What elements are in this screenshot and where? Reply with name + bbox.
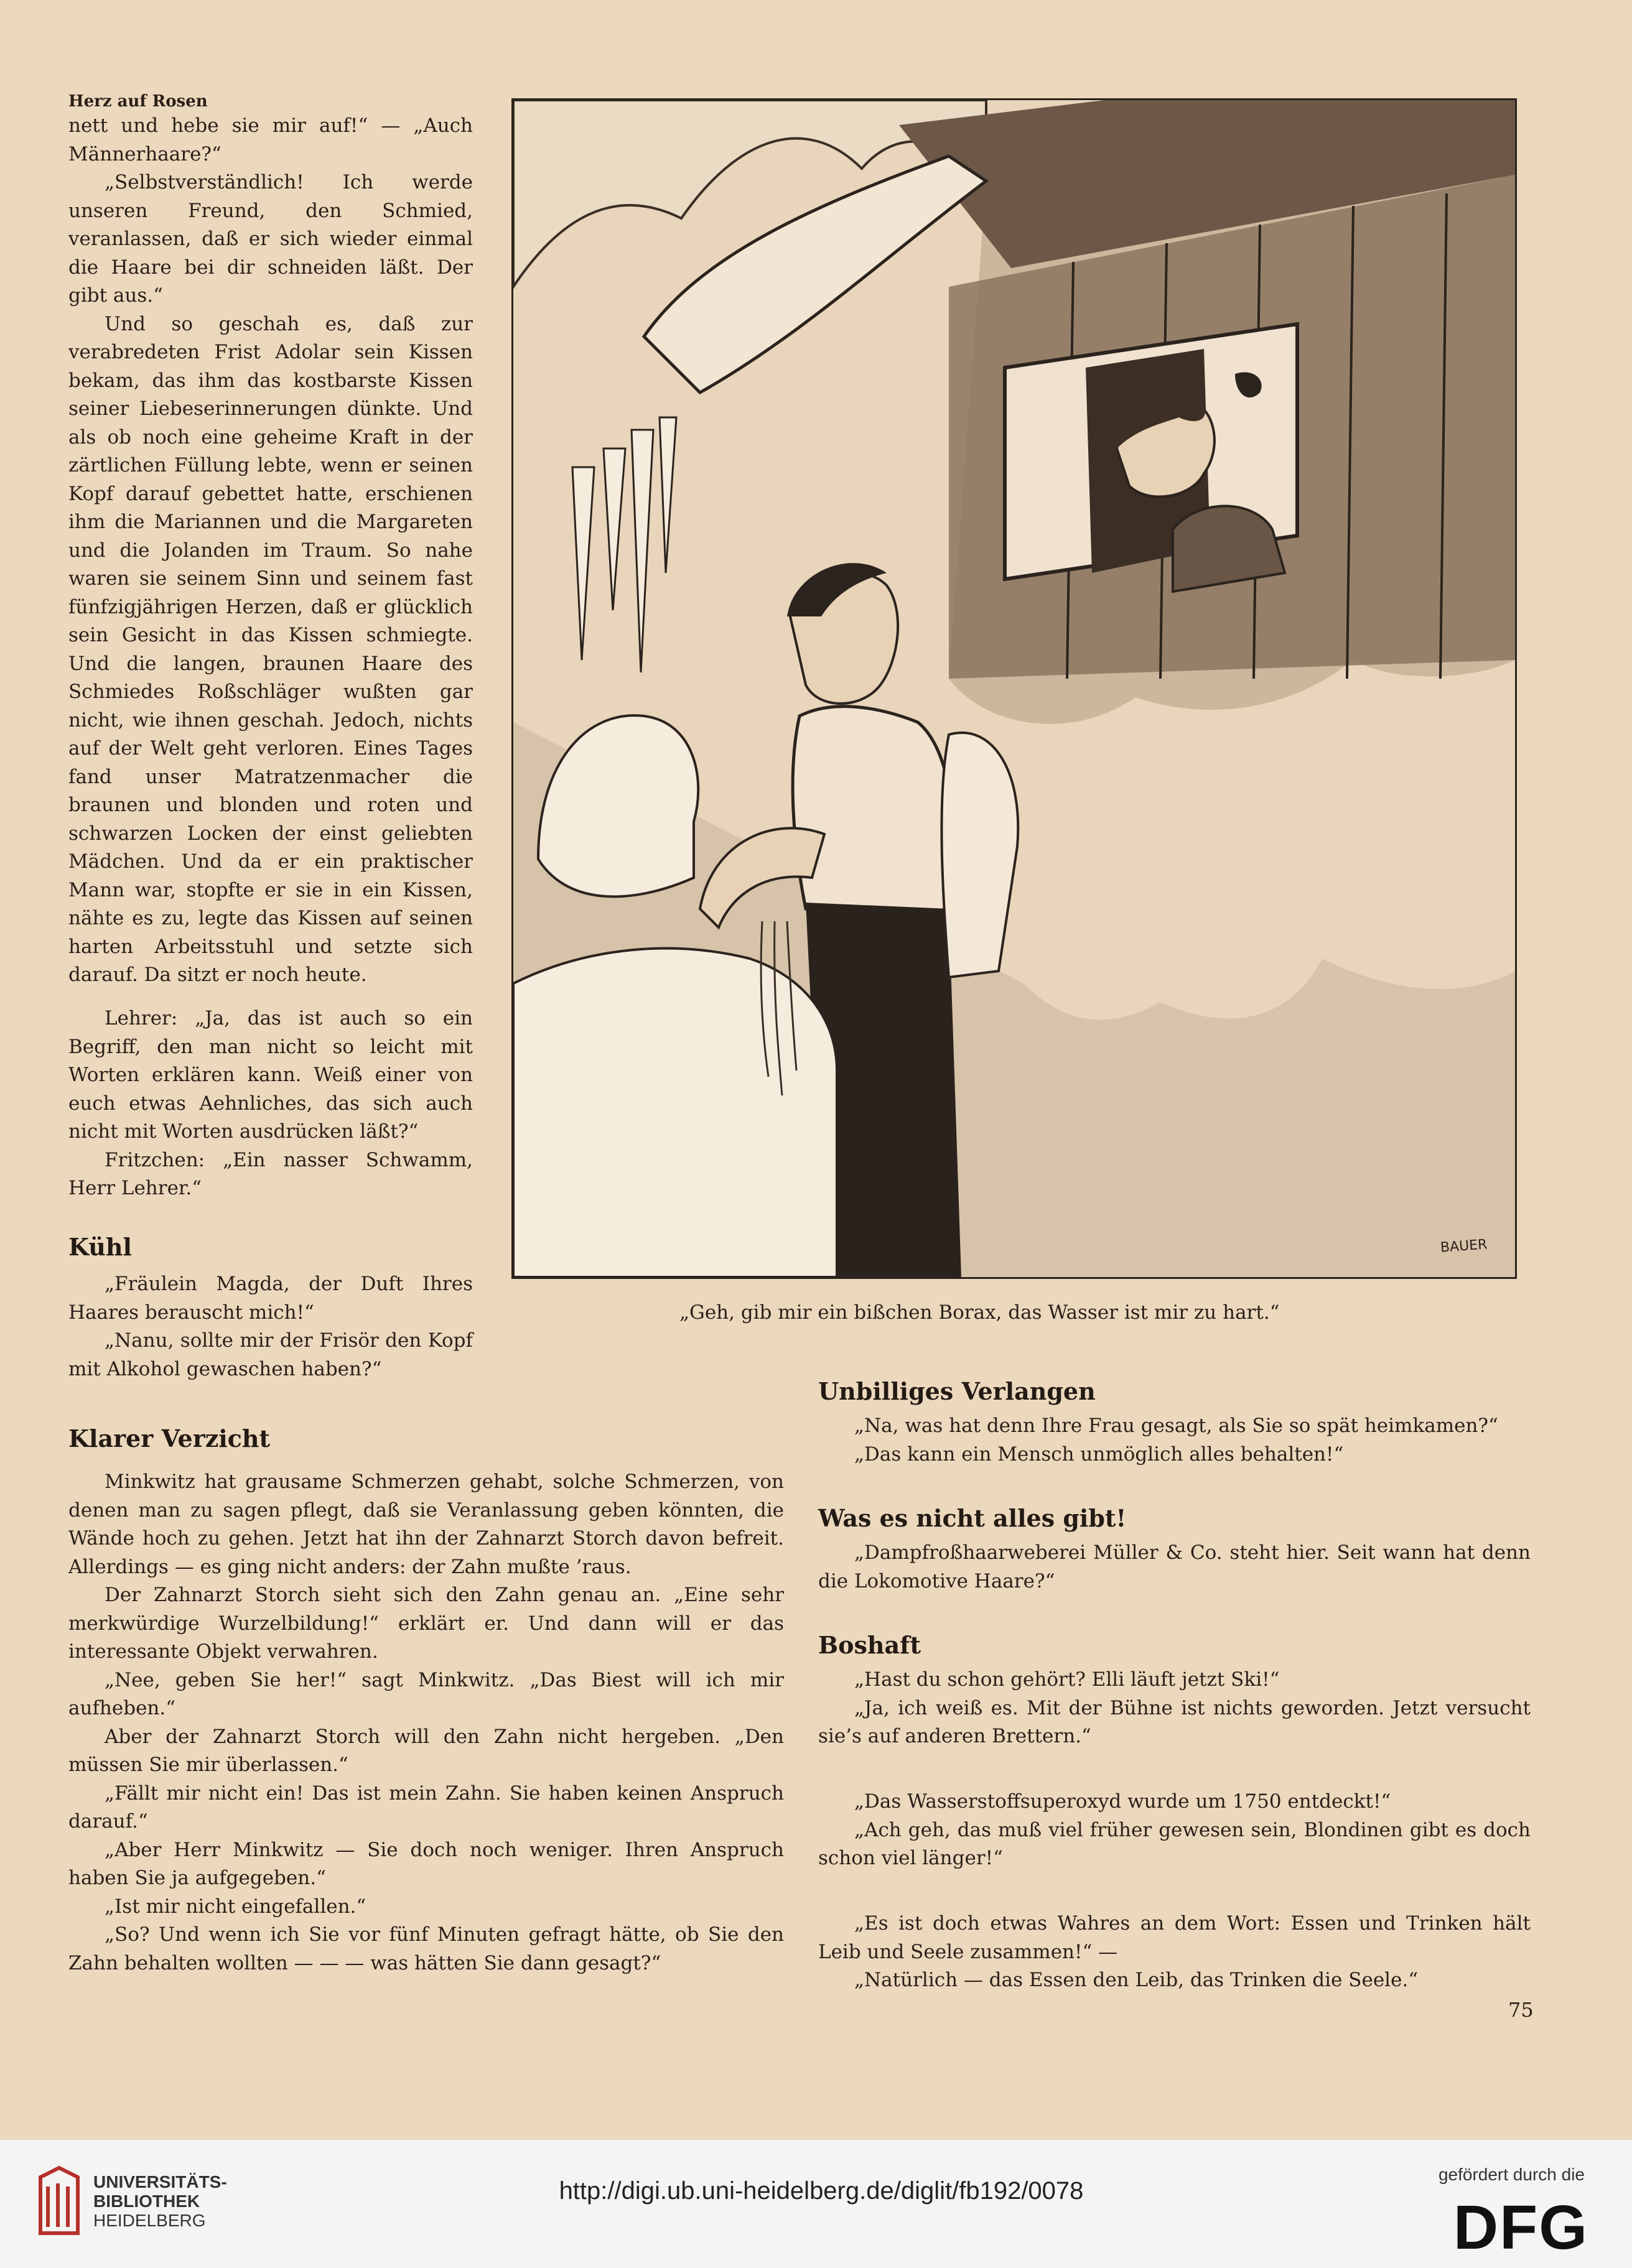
story-paragraph: „Ist mir nicht eingefallen.“ bbox=[105, 1895, 366, 1918]
was-es-heading: Was es nicht alles gibt! bbox=[818, 1504, 1127, 1532]
story-paragraph: „Fällt mir nicht ein! Das ist mein Zahn. Sie haben keinen Anspruch darauf.“ bbox=[68, 1782, 784, 1833]
running-head: Herz auf Rosen bbox=[68, 92, 208, 111]
story-paragraph: Der Zahnarzt Storch sieht sich den Zahn genau an. „Eine sehr merkwürdige Wurzelbildung!“ erklärt er. Und dann will er das interessante Objekt verwahren. bbox=[68, 1584, 784, 1663]
story-paragraph: Minkwitz hat grausame Schmerzen gehabt, solche Schmerzen, von denen man zu sagen pflegt, daß sie Veranlassung geben könnten, die Wände hoch zu gehen. Jetzt hat ihn der Zahnarzt Storch davon befreit. Allerdings — es ging nicht anders: der Zahn mußte ’raus. bbox=[68, 1471, 784, 1578]
cartoon-drawing bbox=[513, 100, 1515, 1277]
was-es-joke bbox=[818, 1539, 1531, 1596]
story-paragraph: nett und hebe sie mir auf!“ — „Auch Männerhaare?“ bbox=[68, 114, 473, 165]
klarer-verzicht-heading: Klarer Verzicht bbox=[68, 1424, 271, 1452]
university-library-logo-icon bbox=[34, 2165, 84, 2239]
joke-line: „Natürlich — das Essen den Leib, das Trinken die Seele.“ bbox=[854, 1969, 1419, 1991]
story-paragraph: „So? Und wenn ich Sie vor fünf Minuten gefragt hätte, ob Sie den Zahn behalten wollten — — — was hätten Sie dann gesagt?“ bbox=[68, 1923, 784, 1974]
story-paragraph: „Aber Herr Minkwitz — Sie doch noch weniger. Ihren Anspruch haben Sie ja aufgegeben.“ bbox=[68, 1838, 784, 1889]
lehrer-joke bbox=[68, 1005, 473, 1203]
story-paragraph: „Nee, geben Sie her!“ sagt Minkwitz. „Das Biest will ich mir aufheben.“ bbox=[68, 1668, 784, 1719]
left-story-column bbox=[68, 112, 473, 990]
joke-line: „Hast du schon gehört? Elli läuft jetzt Ski!“ bbox=[854, 1668, 1280, 1691]
dfg-logo: DFG bbox=[1453, 2193, 1588, 2262]
unbilliges-verlangen-heading: Unbilliges Verlangen bbox=[818, 1377, 1096, 1405]
joke-line: „Ja, ich weiß es. Mit der Bühne ist nichts geworden. Jetzt versucht sie’s auf anderen Brettern.“ bbox=[818, 1696, 1531, 1747]
story-paragraph: Und so geschah es, daß zur verabredeten Frist Adolar sein Kissen bekam, das ihm das kostbarste Kissen seiner Liebeserinnerungen dünkte. Und als ob noch eine geheime Kraft in der zärtlichen Füllung lebte, wenn er seinen Kopf darauf gebettet hatte, erschienen ihm die Mariannen und die Margareten und die Jolanden im Traum. So nahe waren sie seinem Sinn und seinem fast fünfzigjährigen Herzen, daß er glücklich sein Gesicht in das Kissen schmiegte. Und die langen, braunen Haare des Schmiedes Roßschläger wußten gar nicht, wie ihnen geschah. Jedoch, nichts auf der Welt geht verloren. Eines Tages fand unser Matratzenmacher die braunen und blonden und roten und schwarzen Locken der einst geliebten Mädchen. Und da er ein praktischer Mann war, stopfte er sie in ein Kissen, nähte es zu, legte das Kissen auf seinen harten Arbeitsstuhl und setzte sich darauf. Da sitzt er noch heute. bbox=[68, 312, 473, 986]
story-paragraph: „Selbstverständlich! Ich werde unseren Freund, den Schmied, veranlassen, daß er sich wieder einmal die Haare bei dir schneiden läßt. Der gibt aus.“ bbox=[68, 171, 473, 307]
page-number: 75 bbox=[1508, 1998, 1534, 2022]
joke-line: „Es ist doch etwas Wahres an dem Wort: Essen und Trinken hält Leib und Seele zusammen!“ — bbox=[818, 1912, 1531, 1963]
cartoon-illustration bbox=[511, 98, 1517, 1279]
wasserstoff-joke bbox=[818, 1788, 1531, 1873]
joke-line: Fritzchen: „Ein nasser Schwamm, Herr Lehrer.“ bbox=[68, 1148, 473, 1199]
source-url-link[interactable]: http://digi.ub.uni-heidelberg.de/diglit/fb192/0078 bbox=[559, 2177, 1084, 2205]
artist-signature: BAUER bbox=[1440, 1237, 1488, 1256]
joke-line: „Ach geh, das muß viel früher gewesen sein, Blondinen gibt es doch schon viel länger!“ bbox=[818, 1818, 1531, 1869]
library-name-line: BIBLIOTHEK bbox=[93, 2191, 200, 2211]
story-paragraph: Aber der Zahnarzt Storch will den Zahn nicht hergeben. „Den müssen Sie mir überlassen.“ bbox=[68, 1725, 784, 1776]
joke-line: „Das kann ein Mensch unmöglich alles behalten!“ bbox=[854, 1443, 1344, 1466]
joke-line: Lehrer: „Ja, das ist auch so ein Begriff, den man nicht so leicht mit Worten erklären kann. Weiß einer von euch etwas Aehnliches, das sich auch nicht mit Worten ausdrücken läßt?“ bbox=[68, 1007, 473, 1143]
library-name-line: UNIVERSITÄTS- bbox=[93, 2172, 227, 2191]
joke-line: „Fräulein Magda, der Duft Ihres Haares berauscht mich!“ bbox=[68, 1273, 473, 1324]
joke-line: „Na, was hat denn Ihre Frau gesagt, als Sie so spät heimkamen?“ bbox=[854, 1415, 1498, 1437]
joke-line: „Dampfroßhaarweberei Müller & Co. steht hier. Seit wann hat denn die Lokomotive Haare?“ bbox=[818, 1541, 1531, 1592]
library-name-line: HEIDELBERG bbox=[93, 2211, 206, 2230]
digitization-footer bbox=[0, 2140, 1632, 2268]
joke-line: „Das Wasserstoffsuperoxyd wurde um 1750 entdeckt!“ bbox=[854, 1790, 1391, 1813]
library-name bbox=[93, 2172, 227, 2230]
boshaft-heading: Boshaft bbox=[818, 1631, 921, 1659]
illustration-caption: „Geh, gib mir ein bißchen Borax, das Wasser ist mir zu hart.“ bbox=[679, 1301, 1280, 1324]
kuehl-heading: Kühl bbox=[68, 1233, 132, 1261]
boshaft-joke bbox=[818, 1666, 1531, 1751]
essen-trinken-joke bbox=[818, 1910, 1531, 1995]
funding-note: gefördert durch die bbox=[1438, 2165, 1585, 2184]
unbilliges-verlangen-joke bbox=[818, 1412, 1531, 1469]
joke-line: „Nanu, sollte mir der Frisör den Kopf mit Alkohol gewaschen haben?“ bbox=[68, 1329, 473, 1380]
klarer-verzicht-story bbox=[68, 1468, 784, 1978]
kuehl-joke bbox=[68, 1270, 473, 1383]
